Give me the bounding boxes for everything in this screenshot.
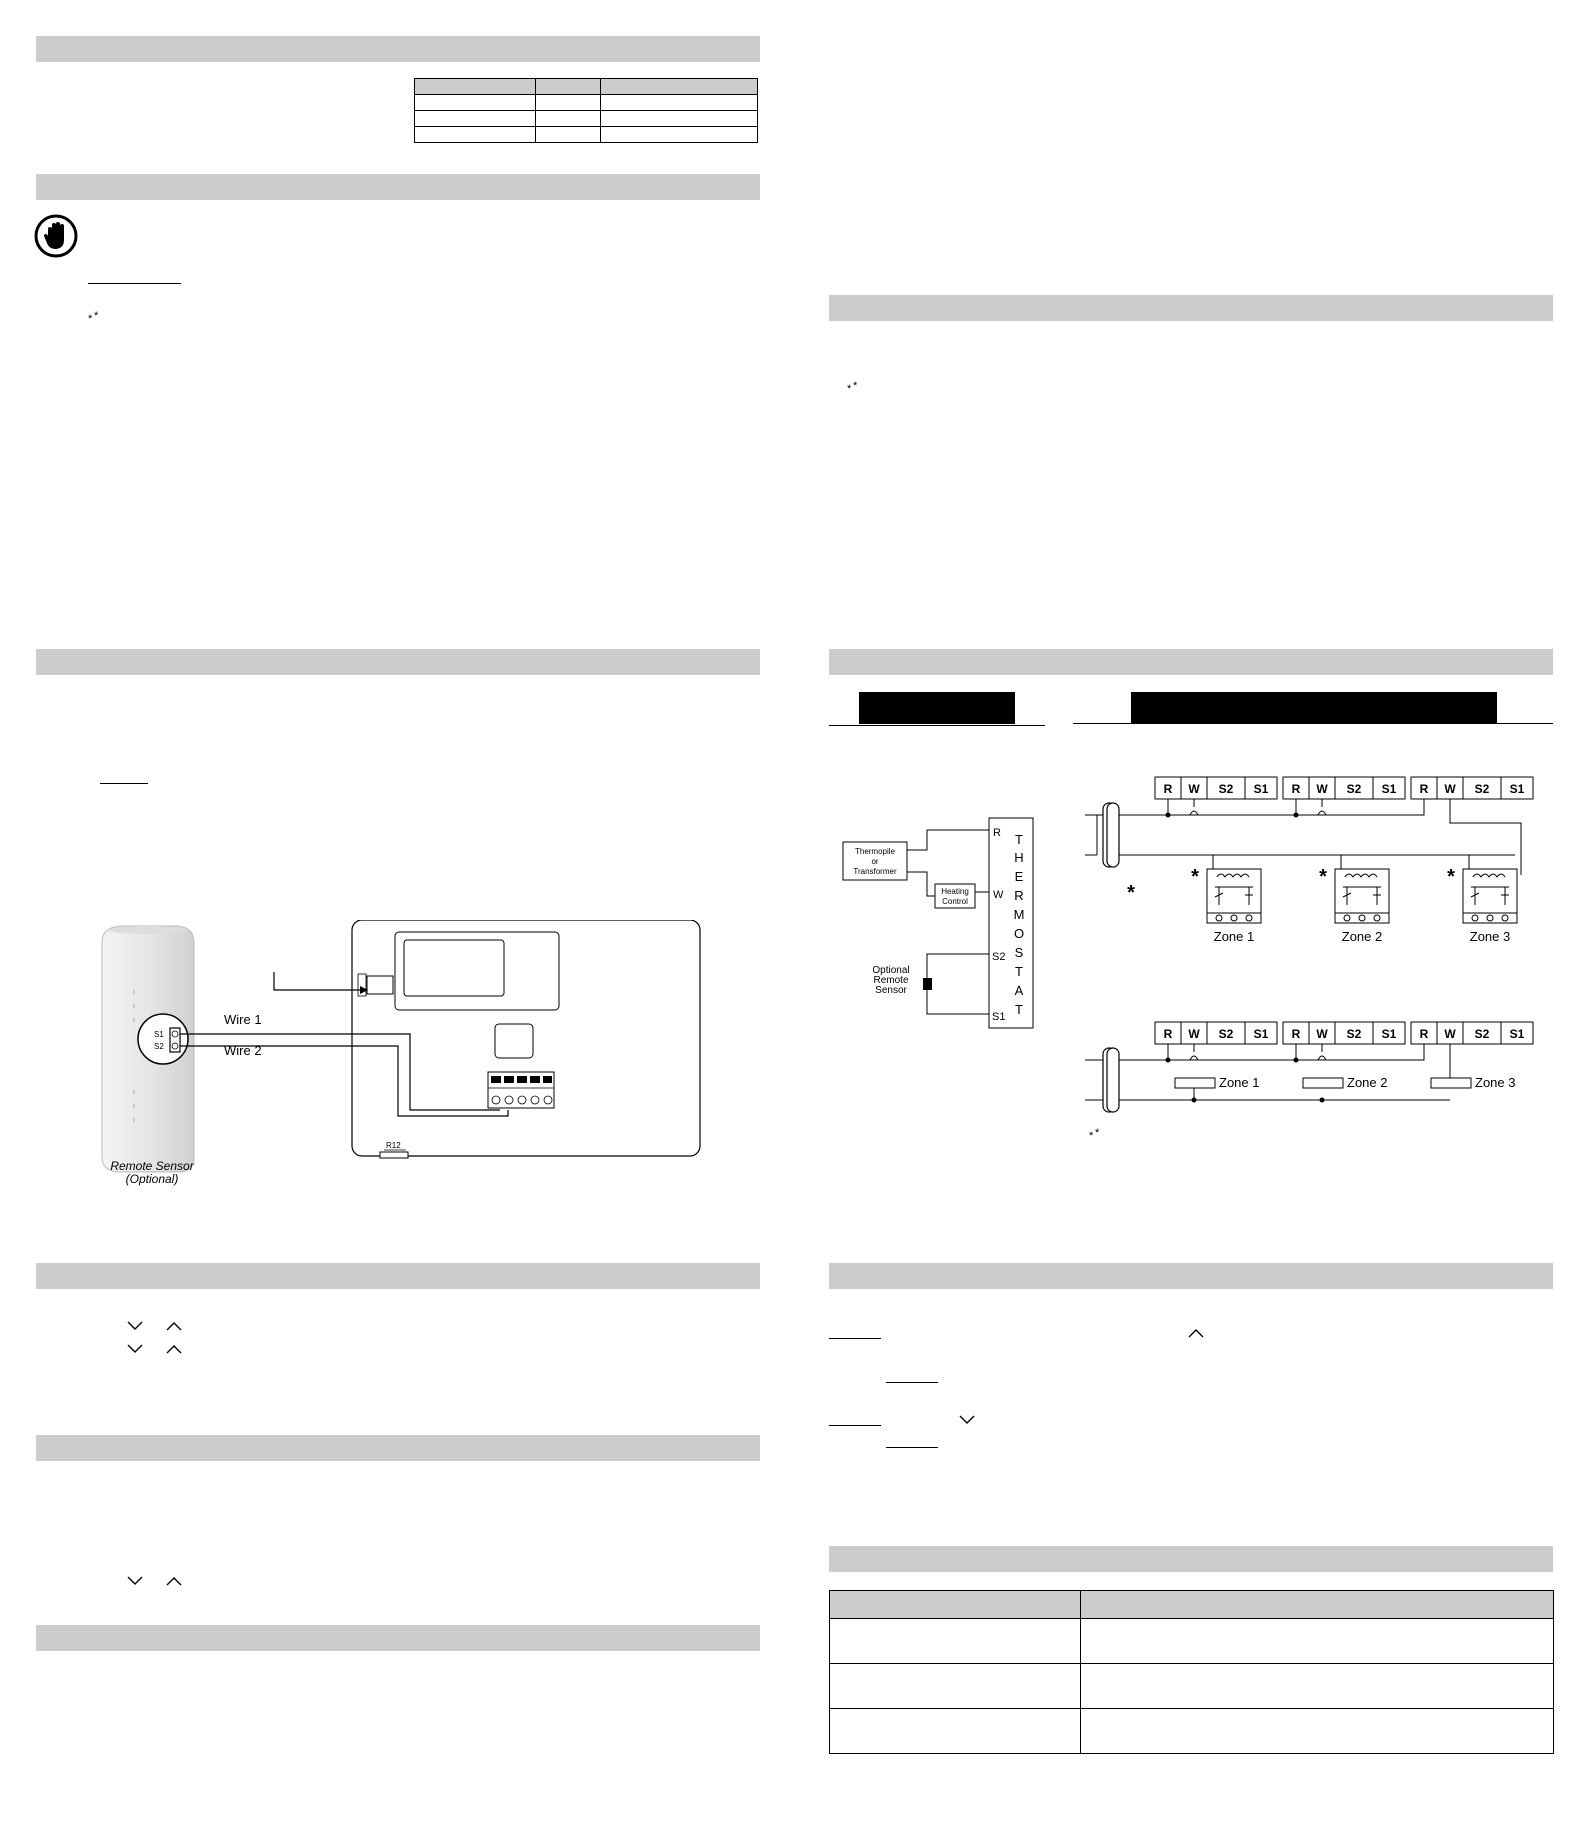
svg-text:W: W xyxy=(1316,1027,1328,1041)
svg-text:Zone 1: Zone 1 xyxy=(1213,929,1255,944)
svg-text:Zone 3: Zone 3 xyxy=(1475,1075,1516,1090)
svg-text:W: W xyxy=(1188,782,1200,796)
svg-text:S1: S1 xyxy=(1253,1027,1269,1041)
underline-rule xyxy=(886,1447,938,1448)
chevron-down-icon xyxy=(956,1413,978,1427)
svg-text:Thermopile: Thermopile xyxy=(854,847,896,856)
section-header-bar xyxy=(36,649,760,675)
svg-text:S1: S1 xyxy=(1253,782,1269,796)
svg-text:H: H xyxy=(1014,850,1024,865)
svg-text:Zone 2: Zone 2 xyxy=(1347,1075,1388,1090)
terminal-label-s1: S1 xyxy=(154,1030,164,1039)
section-header-bar xyxy=(829,1263,1553,1289)
svg-text:W: W xyxy=(1316,782,1328,796)
svg-text:W: W xyxy=(993,889,1004,901)
wire2-label: Wire 2 xyxy=(224,1043,262,1058)
zone-valve-1 xyxy=(1191,855,1261,944)
svg-text:S2: S2 xyxy=(992,951,1006,963)
optional-sensor-marker xyxy=(923,978,932,990)
double-star-icon xyxy=(1087,1125,1105,1141)
svg-text:S: S xyxy=(1014,945,1024,960)
svg-text:Heating: Heating xyxy=(941,887,969,896)
svg-text:S1: S1 xyxy=(1509,782,1525,796)
svg-text:Zone 2: Zone 2 xyxy=(1341,929,1383,944)
terminal-strip-1 xyxy=(1155,777,1277,799)
svg-text:Sensor: Sensor xyxy=(875,985,907,996)
svg-text:Zone 1: Zone 1 xyxy=(1219,1075,1260,1090)
svg-text:*: * xyxy=(1089,1130,1094,1141)
svg-text:T: T xyxy=(1015,1002,1023,1017)
svg-text:R: R xyxy=(1014,888,1024,903)
double-star-icon xyxy=(86,308,104,324)
section-header-bar xyxy=(829,1546,1553,1572)
diagram-tab-label xyxy=(1131,692,1497,724)
terminal-strip-2 xyxy=(1283,777,1405,799)
wiring-figure xyxy=(90,920,710,1200)
svg-text:R: R xyxy=(1163,1027,1173,1041)
svg-text:*: * xyxy=(1319,866,1327,888)
svg-text:W: W xyxy=(1444,782,1456,796)
section-header-bar xyxy=(829,295,1553,321)
svg-text:S2: S2 xyxy=(1474,782,1490,796)
svg-text:R: R xyxy=(1291,782,1301,796)
svg-text:S2: S2 xyxy=(1474,1027,1490,1041)
svg-text:S2: S2 xyxy=(1346,782,1362,796)
svg-text:A: A xyxy=(1014,983,1024,998)
svg-text:S1: S1 xyxy=(992,1011,1006,1023)
chevron-up-icon xyxy=(163,1319,185,1333)
remote-sensor-caption: Remote Sensor xyxy=(110,1159,194,1173)
svg-text:*: * xyxy=(1095,1127,1100,1139)
svg-text:Zone 3: Zone 3 xyxy=(1469,929,1511,944)
terminal-strip-3 xyxy=(1411,777,1533,799)
svg-text:*: * xyxy=(1191,866,1199,888)
chevron-down-icon xyxy=(124,1319,146,1333)
section-header-bar xyxy=(36,1435,760,1461)
section-header-bar xyxy=(829,649,1553,675)
chevron-up-icon xyxy=(1185,1326,1207,1340)
resistor-label: R12 xyxy=(386,1141,401,1150)
svg-text:S2: S2 xyxy=(1218,782,1234,796)
svg-text:T: T xyxy=(1015,964,1023,979)
svg-text:Optional: Optional xyxy=(872,965,910,976)
svg-text:*: * xyxy=(853,380,858,392)
svg-text:S1: S1 xyxy=(1381,782,1397,796)
wire1-label: Wire 1 xyxy=(224,1012,262,1027)
section-header-bar xyxy=(36,36,760,62)
svg-text:W: W xyxy=(1188,1027,1200,1041)
svg-text:or: or xyxy=(871,857,879,866)
tab-rule xyxy=(1073,723,1553,724)
svg-text:T: T xyxy=(1015,832,1023,847)
svg-text:Control: Control xyxy=(942,897,968,906)
svg-text:*: * xyxy=(847,383,852,394)
chevron-up-icon xyxy=(163,1342,185,1356)
svg-text:W: W xyxy=(1444,1027,1456,1041)
underline-rule xyxy=(829,1425,881,1426)
svg-text:R: R xyxy=(1291,1027,1301,1041)
multi-zone-diagram-relays xyxy=(1085,1020,1545,1140)
chevron-down-icon xyxy=(124,1342,146,1356)
diagram-tab-label xyxy=(859,692,1015,724)
single-zone-diagram xyxy=(835,810,1045,1035)
svg-text:S2: S2 xyxy=(1346,1027,1362,1041)
section-header-bar xyxy=(36,1263,760,1289)
svg-text:*: * xyxy=(94,310,99,322)
zone-valve-2 xyxy=(1319,855,1389,944)
svg-text:S1: S1 xyxy=(1509,1027,1525,1041)
stop-hand-icon xyxy=(34,214,78,258)
svg-text:R: R xyxy=(1419,1027,1429,1041)
svg-text:*: * xyxy=(88,313,93,324)
underline-rule xyxy=(886,1382,938,1383)
chevron-down-icon xyxy=(124,1574,146,1588)
double-star-icon xyxy=(845,378,863,394)
troubleshooting-table xyxy=(829,1590,1554,1754)
terminal-label-s2: S2 xyxy=(154,1042,164,1051)
underline-rule xyxy=(100,783,148,784)
remote-sensor-caption-sub: (Optional) xyxy=(125,1172,179,1186)
svg-text:E: E xyxy=(1014,869,1024,884)
spec-table xyxy=(414,78,758,143)
svg-text:M: M xyxy=(1013,907,1025,922)
svg-text:S2: S2 xyxy=(1218,1027,1234,1041)
tab-rule xyxy=(829,725,1045,726)
underline-rule xyxy=(88,283,181,284)
underline-rule xyxy=(829,1338,881,1339)
multi-zone-diagram-valves xyxy=(1085,775,1545,950)
thermostat-box xyxy=(989,818,1033,1028)
svg-text:*: * xyxy=(1447,866,1455,888)
section-header-bar xyxy=(36,1625,760,1651)
chevron-up-icon xyxy=(163,1574,185,1588)
svg-text:S1: S1 xyxy=(1381,1027,1397,1041)
zone-valve-3 xyxy=(1447,855,1517,944)
svg-text:R: R xyxy=(1163,782,1173,796)
svg-text:*: * xyxy=(1127,882,1135,904)
section-header-bar xyxy=(36,174,760,200)
svg-text:R: R xyxy=(993,827,1001,839)
svg-text:O: O xyxy=(1013,926,1025,941)
svg-text:Remote: Remote xyxy=(873,975,909,986)
svg-text:Transformer: Transformer xyxy=(853,867,897,876)
svg-text:R: R xyxy=(1419,782,1429,796)
